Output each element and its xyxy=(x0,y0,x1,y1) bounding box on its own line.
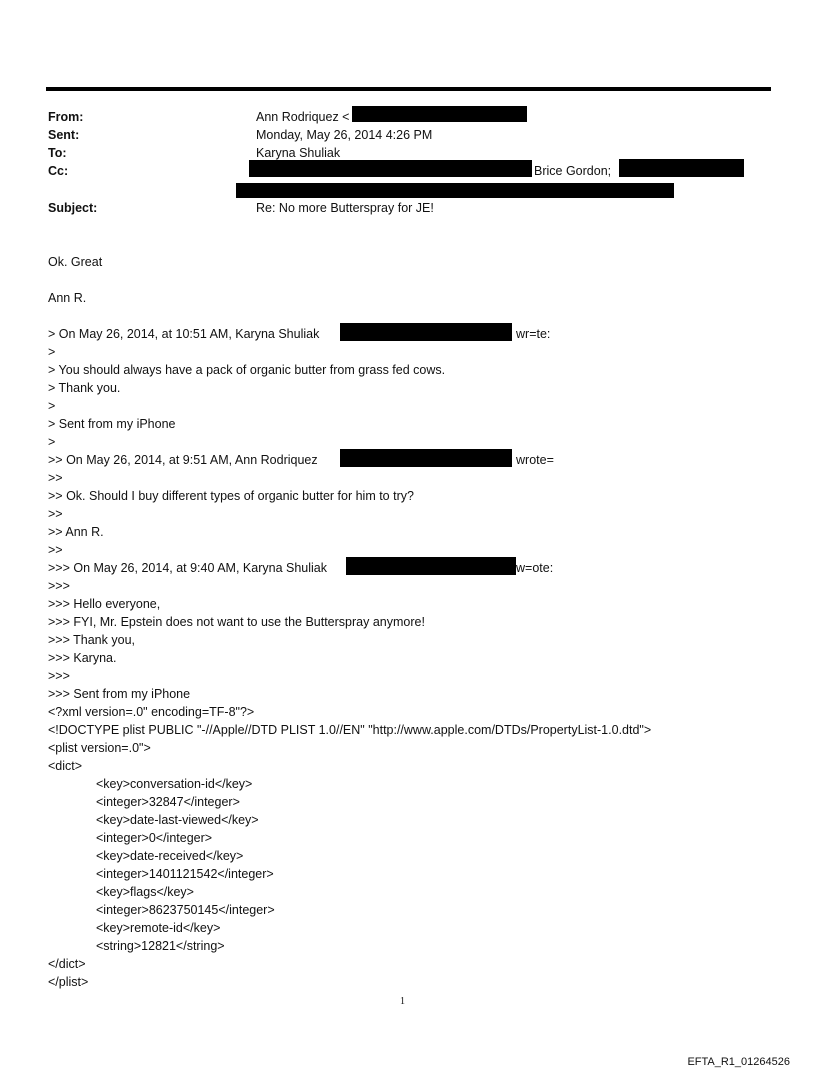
body-line: Ok. Great xyxy=(48,255,103,269)
xml-line: <string>12821</string> xyxy=(96,939,225,953)
quote-line: >> xyxy=(48,507,63,521)
quote-line: >>> FYI, Mr. Epstein does not want to use the Butterspray anymore! xyxy=(48,615,425,629)
redaction-block xyxy=(619,159,744,177)
quote-line: > Sent from my iPhone xyxy=(48,417,176,431)
xml-line: <!DOCTYPE plist PUBLIC "-//Apple//DTD PLIST 1.0//EN" "http://www.apple.com/DTDs/PropertyList-1.0.dtd"> xyxy=(48,723,652,737)
quote-line: >> Ann R. xyxy=(48,525,104,539)
sent-label: Sent: xyxy=(48,128,80,142)
xml-line: </plist> xyxy=(48,975,89,989)
quote-line: > You should always have a pack of organic butter from grass fed cows. xyxy=(48,363,446,377)
subject-label: Subject: xyxy=(48,201,98,215)
subject-value: Re: No more Butterspray for JE! xyxy=(256,201,434,215)
to-value: Karyna Shuliak xyxy=(256,146,341,160)
xml-line: <integer>1401121542</integer> xyxy=(96,867,274,881)
page-number: 1 xyxy=(400,996,405,1007)
quote-line: >>> Karyna. xyxy=(48,651,117,665)
quote-line: wr=te: xyxy=(516,327,551,341)
redaction-block xyxy=(249,160,532,177)
redaction-block xyxy=(340,323,512,341)
quote-line: > xyxy=(48,435,56,449)
xml-line: <dict> xyxy=(48,759,83,773)
quote-line: > Thank you. xyxy=(48,381,121,395)
xml-line: <integer>0</integer> xyxy=(96,831,213,845)
quote-line: >>> Hello everyone, xyxy=(48,597,161,611)
redaction-block xyxy=(340,449,512,467)
from-value: Ann Rodriquez < xyxy=(256,110,350,124)
quote-line: >>> Thank you, xyxy=(48,633,135,647)
cc-label: Cc: xyxy=(48,164,69,178)
xml-line: <key>conversation-id</key> xyxy=(96,777,253,791)
xml-line: <key>flags</key> xyxy=(96,885,194,899)
quote-line: >>> Sent from my iPhone xyxy=(48,687,191,701)
xml-line: <key>date-last-viewed</key> xyxy=(96,813,259,827)
xml-line: <integer>8623750145</integer> xyxy=(96,903,275,917)
quote-line: >> xyxy=(48,471,63,485)
quote-line: >> xyxy=(48,543,63,557)
to-label: To: xyxy=(48,146,67,160)
redaction-block xyxy=(346,557,516,575)
xml-line: <key>remote-id</key> xyxy=(96,921,221,935)
header-rule xyxy=(46,87,771,91)
body-line: Ann R. xyxy=(48,291,87,305)
quote-line: >> On May 26, 2014, at 9:51 AM, Ann Rodriquez xyxy=(48,453,318,467)
quote-line: wrote= xyxy=(516,453,554,467)
xml-line: <integer>32847</integer> xyxy=(96,795,240,809)
xml-line: <?xml version=.0" encoding=TF-8"?> xyxy=(48,705,255,719)
xml-line: <plist version=.0"> xyxy=(48,741,151,755)
quote-line: >> Ok. Should I buy different types of organic butter for him to try? xyxy=(48,489,414,503)
quote-line: > On May 26, 2014, at 10:51 AM, Karyna Shuliak xyxy=(48,327,320,341)
quote-line: > xyxy=(48,399,56,413)
xml-line: <key>date-received</key> xyxy=(96,849,244,863)
from-label: From: xyxy=(48,110,84,124)
sent-value: Monday, May 26, 2014 4:26 PM xyxy=(256,128,433,142)
quote-line: >>> xyxy=(48,669,70,683)
cc-value: Brice Gordon; xyxy=(534,164,612,178)
xml-line: </dict> xyxy=(48,957,86,971)
redaction-block xyxy=(236,183,674,198)
quote-line: > xyxy=(48,345,56,359)
quote-line: w=ote: xyxy=(516,561,554,575)
redaction-block xyxy=(352,106,527,122)
quote-line: >>> xyxy=(48,579,70,593)
bates-number: EFTA_R1_01264526 xyxy=(687,1056,790,1068)
quote-line: >>> On May 26, 2014, at 9:40 AM, Karyna Shuliak xyxy=(48,561,327,575)
